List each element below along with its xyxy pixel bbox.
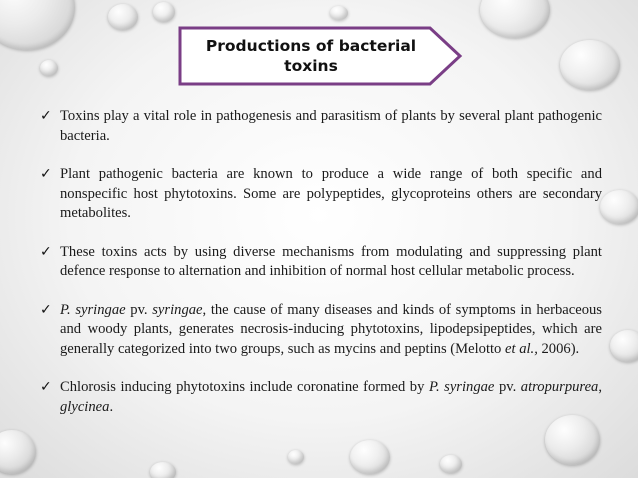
check-mark-icon: ✓ (40, 243, 52, 260)
water-droplet-decoration (150, 462, 176, 478)
text-run: . (109, 398, 114, 415)
water-droplet-decoration (440, 455, 462, 473)
water-droplet-decoration (0, 430, 36, 474)
page-title (186, 36, 436, 76)
species-name: P. syringae (60, 301, 126, 318)
water-droplet-decoration (480, 0, 550, 38)
species-name: P. syringae (428, 379, 495, 395)
text-run: pv. (494, 379, 521, 395)
text-run: , (598, 379, 603, 395)
water-droplet-decoration (560, 40, 620, 90)
bullet-list (40, 107, 602, 436)
text-run: 2006). (537, 340, 580, 357)
title-line-2: toxins (284, 57, 338, 75)
text-run: Chlorosis inducing phytotoxins include coronatine formed by (60, 379, 429, 395)
water-droplet-decoration (610, 330, 638, 362)
water-droplet-decoration (330, 6, 348, 20)
water-droplet-decoration (153, 2, 175, 22)
check-mark-icon: ✓ (40, 108, 52, 124)
bullet-text: Toxins play a vital role in pathogenesis and parasitism of plants by several plant pathogenic bacteria. (60, 108, 602, 144)
bullet-text (60, 379, 602, 415)
bullet-text: Plant pathogenic bacteria are known to produce a wide range of both specific and nonspecific host phytotoxins. Some are polypeptides, glycoproteins others are secondary metabolites. (60, 166, 602, 221)
text-run: , the cause of many diseases and kinds of symptoms in herbaceous and woody plants, generates necrosis-inducing phytotoxins, lipodepsipeptides, which are generally categorized into two groups, such as mycins and peptins (Melotto (60, 301, 602, 357)
water-droplet-decoration (40, 60, 58, 76)
water-droplet-decoration (600, 190, 638, 224)
citation-etal: et al., (505, 340, 538, 357)
check-mark-icon: ✓ (40, 301, 52, 318)
list-item (40, 243, 602, 282)
water-droplet-decoration (350, 440, 390, 474)
water-droplet-decoration (0, 0, 75, 50)
list-item (40, 378, 602, 417)
list-item (40, 301, 602, 360)
water-droplet-decoration (108, 4, 138, 30)
bullet-text: These toxins acts by using diverse mechanisms from modulating and suppressing plant defence response to alternation and inhibition of normal host cellular metabolic process. (60, 243, 602, 279)
text-run: pv. (125, 301, 153, 318)
check-mark-icon: ✓ (40, 166, 52, 182)
title-line-1: Productions of bacterial (205, 37, 417, 55)
bullet-text (60, 302, 602, 357)
pathovar-name: glycinea (60, 398, 110, 415)
pathovar-name: syringae (152, 301, 203, 318)
list-item (40, 107, 602, 146)
check-mark-icon: ✓ (40, 379, 52, 395)
title-banner (178, 26, 463, 86)
water-droplet-decoration (288, 450, 304, 464)
pathovar-name: atropurpurea (520, 379, 599, 395)
list-item (40, 165, 602, 224)
